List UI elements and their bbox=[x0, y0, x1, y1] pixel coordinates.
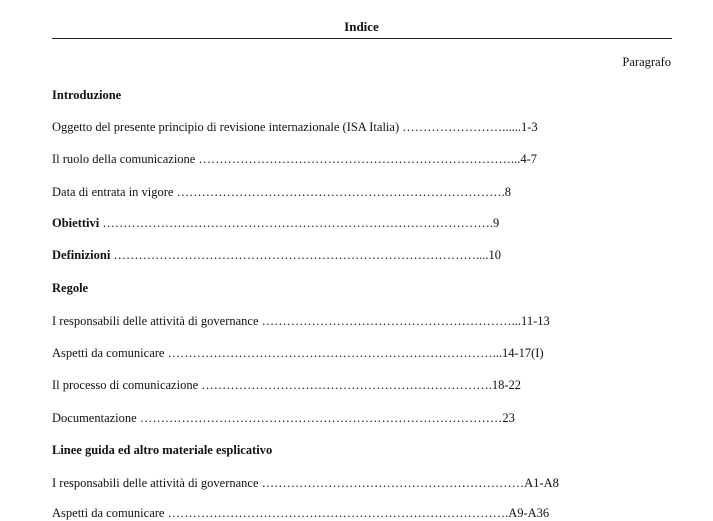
toc-entry-leader: ……………………...... bbox=[399, 120, 521, 134]
toc-entry-ref: 9 bbox=[492, 216, 500, 230]
toc-entry-leader: …………………………………………………………………………… bbox=[136, 411, 503, 425]
toc-heading-text: Introduzione bbox=[52, 88, 122, 102]
toc-entry bbox=[52, 410, 515, 426]
toc-entry-ref: 10 bbox=[488, 248, 501, 262]
toc-entry-ref: A1-A8 bbox=[524, 476, 559, 490]
toc-entry-leader: ……………………………………………………………. bbox=[198, 378, 492, 392]
toc-entry-leader: …………………………………………………………………………….... bbox=[110, 248, 489, 262]
toc-entry bbox=[52, 184, 511, 200]
toc-entry bbox=[52, 475, 559, 491]
toc-heading bbox=[52, 87, 121, 103]
toc-entry-text: I responsabili delle attività di governance bbox=[52, 476, 259, 490]
toc-entry bbox=[52, 313, 550, 329]
toc-entry-leader: …………………………………………………………………………………. bbox=[99, 216, 493, 230]
toc-entry bbox=[52, 151, 537, 167]
toc-heading bbox=[52, 442, 272, 458]
column-header-paragrafo: Paragrafo bbox=[622, 55, 671, 69]
toc-entry-ref: 11-13 bbox=[521, 314, 550, 328]
toc-entry-text: Data di entrata in vigore bbox=[52, 185, 174, 199]
toc-heading bbox=[52, 280, 88, 296]
page-title: Indice bbox=[344, 19, 379, 34]
toc-heading-text: Regole bbox=[52, 281, 89, 295]
toc-entry-ref: 14-17(I) bbox=[501, 346, 544, 360]
toc-entry-text: Aspetti da comunicare bbox=[52, 346, 165, 360]
toc-entry-text: Aspetti da comunicare bbox=[52, 506, 165, 520]
toc-entry-leader: ………………………………………………………………………. bbox=[164, 506, 509, 520]
toc-heading-text: Linee guida ed altro materiale esplicativo bbox=[52, 443, 273, 457]
toc-entry bbox=[52, 247, 501, 263]
toc-entry-ref: 4-7 bbox=[520, 152, 538, 166]
toc-entry bbox=[52, 215, 499, 231]
toc-entry-leader: ……………………………………………………………………... bbox=[164, 346, 502, 360]
toc-entry-text: Definizioni bbox=[52, 248, 111, 262]
toc-entry-text: Documentazione bbox=[52, 411, 137, 425]
toc-entry-leader: …………………………………………………………………... bbox=[195, 152, 521, 166]
toc-entry-leader: ……………………………………………………… bbox=[258, 476, 525, 490]
toc-entry bbox=[52, 119, 538, 135]
toc-entry-ref: 8 bbox=[504, 185, 511, 199]
toc-entry bbox=[52, 505, 549, 521]
toc-entry-text: Oggetto del presente principio di revisione internazionale (ISA Italia) bbox=[52, 120, 400, 134]
toc-entry-ref: A9-A36 bbox=[508, 506, 550, 520]
toc-entry-text: Il processo di comunicazione bbox=[52, 378, 199, 392]
toc-entry-text: Obiettivi bbox=[52, 216, 100, 230]
toc-entry-leader: ……………………………………………………………………. bbox=[173, 185, 505, 199]
toc-entry bbox=[52, 345, 544, 361]
toc-entry-ref: 18-22 bbox=[491, 378, 522, 392]
toc-entry-leader: ……………………………………………………... bbox=[258, 314, 522, 328]
toc-entry-text: Il ruolo della comunicazione bbox=[52, 152, 196, 166]
toc-entry-ref: 1-3 bbox=[520, 120, 538, 134]
title-divider bbox=[52, 38, 672, 39]
toc-entry-text: I responsabili delle attività di governance bbox=[52, 314, 259, 328]
toc-entry bbox=[52, 377, 521, 393]
toc-entry-ref: 23 bbox=[502, 411, 515, 425]
